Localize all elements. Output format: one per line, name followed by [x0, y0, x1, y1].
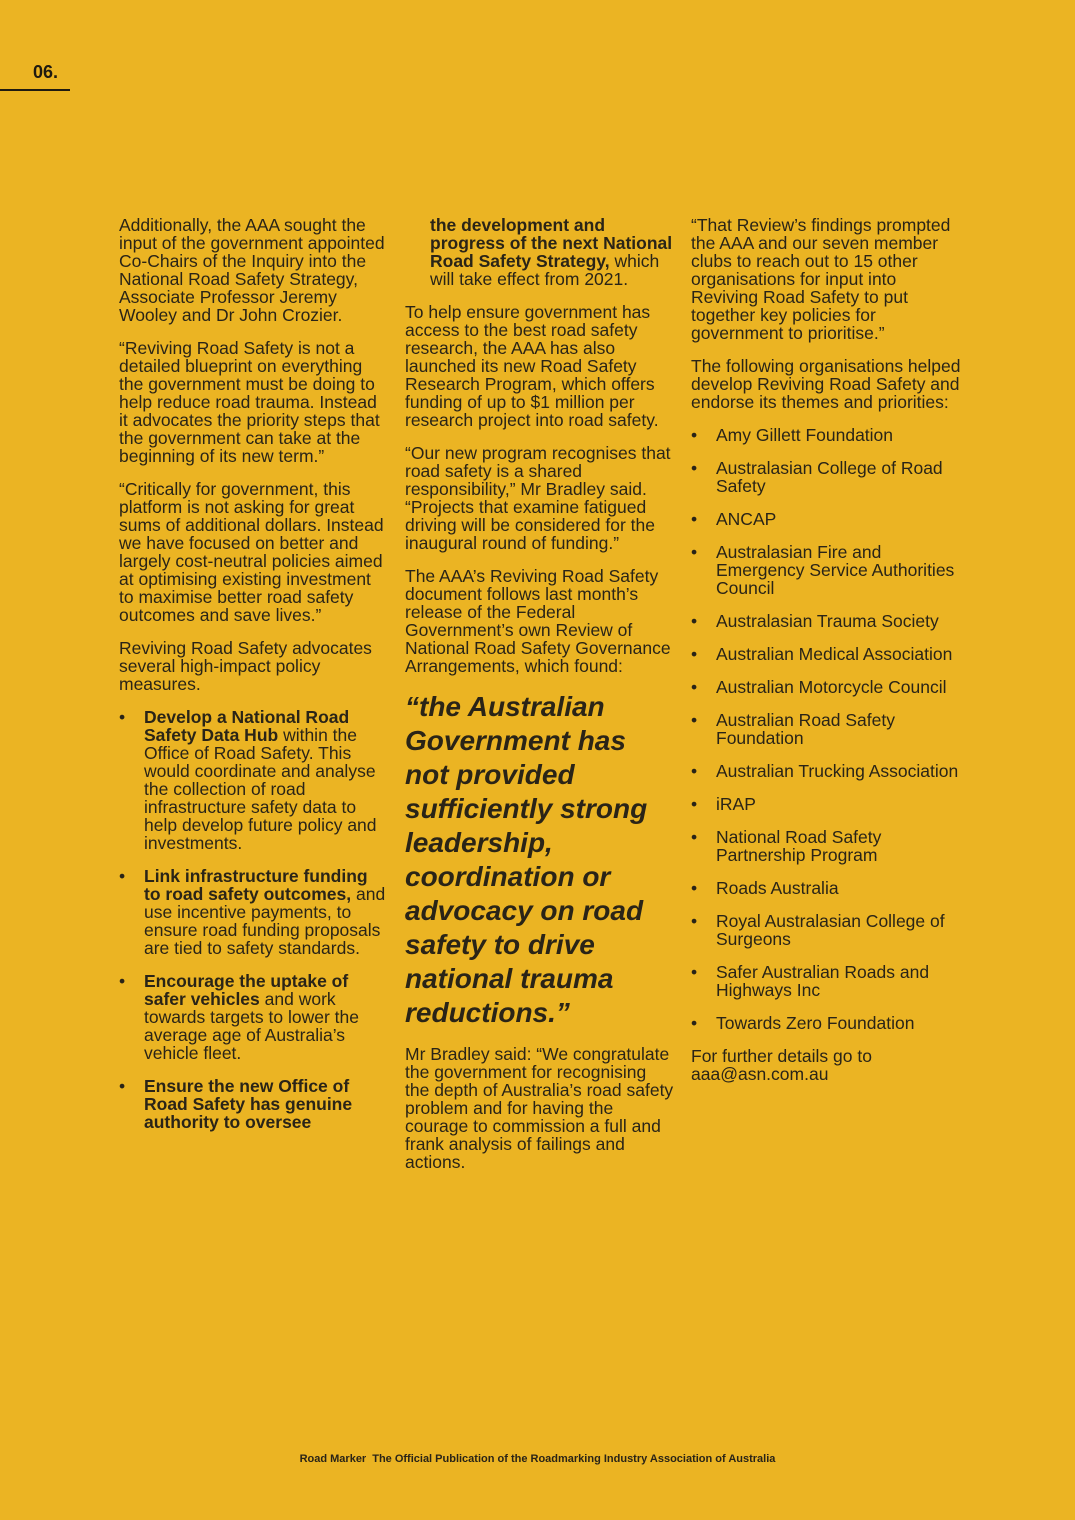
list-item: [119, 708, 387, 852]
list-item-text: within the Office of Road Safety. This would coordinate and analyse the collection of road infrastructure safety data to help develop future policy and investments.: [144, 725, 377, 853]
list-item: • Towards Zero Foundation: [691, 1014, 961, 1032]
list-item: • Australasian Trauma Society: [691, 612, 961, 630]
publication-name: Road Marker: [299, 1453, 367, 1465]
list-item-text: which will take effect from 2021.: [430, 251, 660, 289]
list-item: • Roads Australia: [691, 879, 961, 897]
list-item-text: and use incentive payments, to ensure road funding proposals are tied to safety standards.: [144, 884, 386, 958]
list-item-bold: the development and progress of the next National Road Safety Strategy,: [430, 215, 673, 271]
paragraph: “Our new program recognises that road safety is a shared responsibility,” Mr Bradley said. “Projects that examine fatigued driving will be considered for the inaugural round of funding.”: [405, 443, 671, 553]
paragraph: To help ensure government has access to the best road safety research, the AAA has also launched its new Road Safety Research Program, which offers funding of up to $1 million per research project into road safety.: [405, 302, 659, 430]
list-item: • Australian Motorcycle Council: [691, 678, 961, 696]
column-3: [691, 216, 961, 1098]
list-item-text: and work towards targets to lower the average age of Australia’s vehicle fleet.: [144, 989, 359, 1063]
list-item: • Australasian Fire and Emergency Service Authorities Council: [691, 543, 961, 597]
publication-tagline: The Official Publication of the Roadmarking Industry Association of Australia: [372, 1453, 776, 1465]
list-item: • Australian Medical Association: [691, 645, 961, 663]
column-2: [405, 216, 675, 1186]
policy-measures-list: [119, 708, 387, 1131]
page-number: 06.: [33, 62, 59, 82]
list-item: • ANCAP: [691, 510, 961, 528]
paragraph: “That Review’s findings prompted the AAA and our seven member clubs to reach out to 15 other organisations for input into Reviving Road Safety to put together key policies for government to prioritise.”: [691, 215, 951, 343]
list-item: • Australasian College of Road Safety: [691, 459, 961, 495]
list-item: • Australian Road Safety Foundation: [691, 711, 961, 747]
paragraph: The AAA’s Reviving Road Safety document follows last month’s release of the Federal Government’s own Review of National Road Safety Governance Arrangements, which found:: [405, 566, 671, 676]
list-item: • Safer Australian Roads and Highways Inc: [691, 963, 961, 999]
organisations-list: [691, 426, 961, 1032]
list-item: • Royal Australasian College of Surgeons: [691, 912, 961, 948]
column-1: [119, 216, 387, 1146]
list-item-bold: Ensure the new Office of Road Safety has genuine authority to oversee: [144, 1076, 353, 1132]
pull-quote: “the Australian Government has not provided sufficiently strong leadership, coordination or advocacy on road safety to drive national trauma reductions.”: [405, 691, 648, 1028]
list-item: • iRAP: [691, 795, 961, 813]
list-item-bold: Develop a National Road Safety Data Hub: [144, 707, 350, 745]
paragraph: Additionally, the AAA sought the input of the government appointed Co-Chairs of the Inquiry into the National Road Safety Strategy, Associate Professor Jeremy Wooley and Dr John Crozier.: [119, 215, 385, 325]
paragraph: “Critically for government, this platform is not asking for great sums of additional dollars. Instead we have focused on better and largely cost-neutral policies aimed at optimising existing investment to maximise better road safety outcomes and save lives.”: [119, 479, 384, 625]
list-item: • National Road Safety Partnership Program: [691, 828, 961, 864]
paragraph: For further details go to aaa@asn.com.au: [691, 1046, 872, 1084]
list-item-bold: Link infrastructure funding to road safety outcomes,: [144, 866, 368, 904]
list-item: [119, 1077, 387, 1131]
page-number-rule: [0, 89, 70, 91]
list-item-bold: Encourage the uptake of safer vehicles: [144, 971, 349, 1009]
paragraph: Mr Bradley said: “We congratulate the government for recognising the depth of Australia’s road safety problem and for having the courage to commission a full and frank analysis of failings and actions.: [405, 1044, 674, 1172]
page-footer: [0, 1453, 1075, 1465]
list-item: [119, 972, 387, 1062]
paragraph: Reviving Road Safety advocates several high-impact policy measures.: [119, 638, 372, 694]
paragraph: “Reviving Road Safety is not a detailed blueprint on everything the government must be doing to help reduce road trauma. Instead it advocates the priority steps that the government can take at the beginning of its new term.”: [119, 338, 380, 466]
continued-list-item: [405, 216, 675, 288]
paragraph: The following organisations helped develop Reviving Road Safety and endorse its themes and priorities:: [691, 356, 961, 412]
list-item: [119, 867, 387, 957]
list-item: • Amy Gillett Foundation: [691, 426, 961, 444]
list-item: • Australian Trucking Association: [691, 762, 961, 780]
